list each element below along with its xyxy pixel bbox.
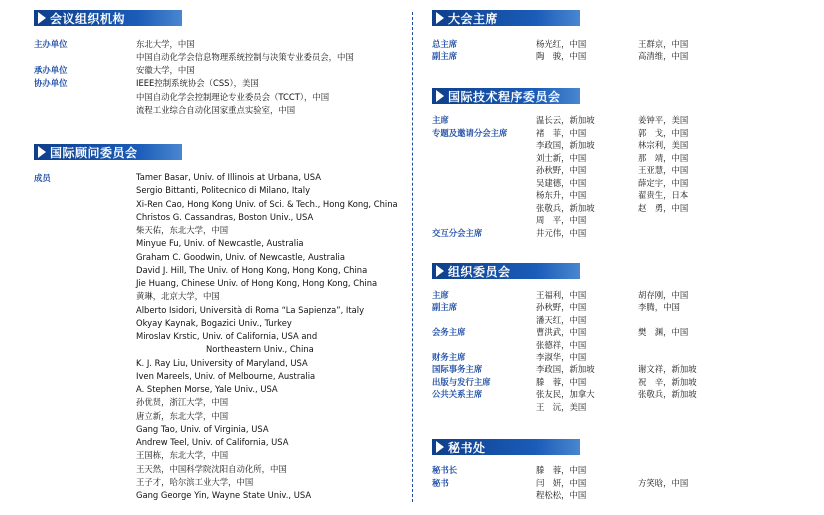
role-label: 总主席 (432, 39, 458, 49)
member-name: 胡存刚，中国 (638, 290, 689, 300)
chevron-right-icon (436, 441, 444, 453)
advisory-member: 柴天佑，东北大学，中国 (136, 225, 229, 235)
advisory-member: Northeastern Univ., China (206, 344, 314, 355)
member-name: 张友民，加拿大 (536, 389, 595, 400)
member-name: 井元伟，中国 (536, 227, 587, 238)
advisory-role: 成员 (34, 173, 51, 183)
advisory-member: 黄琳，北京大学，中国 (136, 291, 220, 302)
member-name: 谢文祥，新加坡 (638, 364, 697, 375)
chevron-right-icon (436, 90, 444, 102)
member-name: 褚 菲，中国 (536, 127, 587, 138)
member-name: 程松松，中国 (536, 490, 587, 500)
org-row-text: 中国自动化学会控制理论专业委员会（TCCT），中国 (136, 92, 330, 102)
member-name: 姜钟平，美国 (638, 115, 689, 125)
section-header-secretariat (432, 439, 580, 455)
advisory-member: Graham C. Goodwin, Univ. of Newcastle, Australia (136, 251, 345, 262)
member-name: 张德祥，中国 (536, 339, 587, 350)
chevron-right-icon (436, 265, 444, 277)
org-row-text: IEEE控制系统协会（CSS），美国 (136, 78, 259, 88)
member-name: 孙秋野，中国 (536, 165, 587, 175)
section-header-general (432, 10, 580, 26)
role-label: 会务主席 (432, 327, 466, 338)
advisory-member: Minyue Fu, Univ. of Newcastle, Australia (136, 238, 304, 249)
role-label: 交互分会主席 (432, 227, 483, 238)
member-name: 孙秋野，中国 (536, 302, 587, 313)
member-name: 方笑晗，中国 (638, 477, 689, 488)
advisory-member: Tamer Basar, Univ. of Illinois at Urbana, USA (136, 172, 321, 182)
advisory-member: A. Stephen Morse, Yale Univ., USA (136, 384, 278, 394)
section-title: 会议组织机构 (50, 11, 126, 26)
org-row: 协办单位 (34, 78, 68, 88)
advisory-member: Christos G. Cassandras, Boston Univ., USA (136, 211, 314, 222)
advisory-member: Miroslav Krstic, Univ. of California, USA and (136, 331, 318, 341)
member-name: 温长云，新加坡 (536, 115, 595, 125)
member-name: 李政国，新加坡 (536, 140, 595, 150)
member-name: 张敬兵，新加坡 (638, 389, 697, 400)
advisory-member: Gang George Yin, Wayne State Univ., USA (136, 490, 312, 500)
member-name: 滕 蓉，中国 (536, 465, 587, 475)
member-name: 潘天红，中国 (536, 314, 587, 325)
member-name: 张敬兵，新加坡 (536, 202, 595, 213)
member-name: 周 平，中国 (536, 215, 587, 225)
role-label: 秘书长 (432, 465, 458, 475)
org-row: 承办单位 (34, 65, 68, 75)
member-name: 陶 骏，中国 (536, 51, 587, 61)
member-name: 王亚慧，中国 (638, 165, 689, 175)
org-row: 主办单位 (34, 39, 68, 49)
member-name: 王福利，中国 (536, 290, 587, 300)
member-name: 赵 勇，中国 (638, 202, 689, 213)
org-row-text: 流程工业综合自动化国家重点实验室，中国 (136, 105, 296, 115)
column-divider (412, 12, 413, 502)
member-name: 李腾，中国 (638, 302, 680, 313)
member-name: 祝 辛，新加坡 (638, 376, 697, 387)
role-label: 国际事务主席 (432, 364, 483, 375)
advisory-member: Andrew Teel, Univ. of California, USA (136, 437, 289, 447)
role-label: 副主席 (432, 302, 458, 313)
advisory-member: Gang Tao, Univ. of Virginia, USA (136, 423, 269, 434)
advisory-member: 唐立新，东北大学，中国 (136, 410, 229, 421)
chevron-right-icon (38, 146, 46, 158)
member-name: 王群京，中国 (638, 39, 689, 49)
member-name: 高清维，中国 (638, 51, 689, 61)
member-name: 那 靖，中国 (638, 152, 689, 163)
section-header-org (34, 10, 182, 26)
org-row-text: 中国自动化学会信息物理系统控制与决策专业委员会，中国 (136, 52, 354, 62)
section-title: 组织委员会 (448, 264, 511, 279)
member-name: 翟贵生，日本 (638, 190, 689, 200)
section-header-advisory (34, 144, 182, 160)
role-label: 专题及邀请分会主席 (432, 127, 508, 138)
section-title: 国际技术程序委员会 (448, 89, 561, 104)
section-title: 国际顾问委员会 (50, 145, 138, 160)
role-label: 副主席 (432, 51, 458, 61)
advisory-member: 王国栋，东北大学，中国 (136, 450, 229, 461)
member-name: 郭 戈，中国 (638, 127, 689, 138)
chevron-right-icon (38, 12, 46, 24)
member-name: 杨光红，中国 (536, 39, 587, 49)
role-label: 主席 (432, 290, 449, 300)
advisory-member: Sergio Bittanti, Politecnico di Milano, Italy (136, 185, 311, 196)
member-name: 闫 妍，中国 (536, 477, 587, 488)
advisory-member: Jie Huang, Chinese Univ. of Hong Kong, Hong Kong, China (136, 278, 378, 288)
member-name: 王 沅，美国 (536, 401, 587, 412)
section-title: 秘书处 (448, 440, 486, 455)
advisory-member: Iven Mareels, Univ. of Melbourne, Australia (136, 370, 316, 381)
section-title: 大会主席 (448, 11, 499, 26)
section-header-program (432, 88, 580, 104)
section-header-organizing (432, 263, 580, 279)
role-label: 主席 (432, 115, 449, 125)
member-name: 薛定宇，中国 (638, 177, 689, 188)
advisory-member: Alberto Isidori, Università di Roma “La Sapienza”, Italy (136, 304, 365, 315)
member-name: 曹洪武，中国 (536, 327, 587, 338)
member-name: 吴建德，中国 (536, 177, 587, 188)
member-name: 李政国，新加坡 (536, 364, 595, 375)
member-name: 林宗利，美国 (638, 140, 689, 150)
member-name: 滕 蓉，中国 (536, 376, 587, 387)
advisory-member: Xi-Ren Cao, Hong Kong Univ. of Sci. & Tech., Hong Kong, China (136, 198, 398, 209)
chevron-right-icon (436, 12, 444, 24)
role-label: 财务主席 (432, 352, 466, 362)
advisory-member: K. J. Ray Liu, University of Maryland, USA (136, 357, 308, 368)
advisory-member: 王天然，中国科学院沈阳自动化所，中国 (136, 463, 287, 474)
advisory-member: 孙优贤，浙江大学，中国 (136, 397, 229, 408)
org-row-text: 安徽大学，中国 (136, 65, 195, 75)
member-name: 樊 渊，中国 (638, 327, 689, 338)
advisory-member: Okyay Kaynak, Bogazici Univ., Turkey (136, 317, 292, 328)
member-name: 杨东升，中国 (536, 190, 587, 200)
advisory-member: David J. Hill, The Univ. of Hong Kong, Hong Kong, China (136, 264, 368, 275)
org-row-text: 东北大学，中国 (136, 39, 195, 49)
role-label: 公共关系主席 (432, 389, 483, 400)
member-name: 刘士新，中国 (536, 152, 587, 163)
role-label: 秘书 (432, 477, 449, 488)
member-name: 李淑华，中国 (536, 352, 587, 362)
advisory-member: 王子才，哈尔滨工业大学，中国 (136, 476, 254, 487)
role-label: 出版与发行主席 (432, 376, 491, 387)
